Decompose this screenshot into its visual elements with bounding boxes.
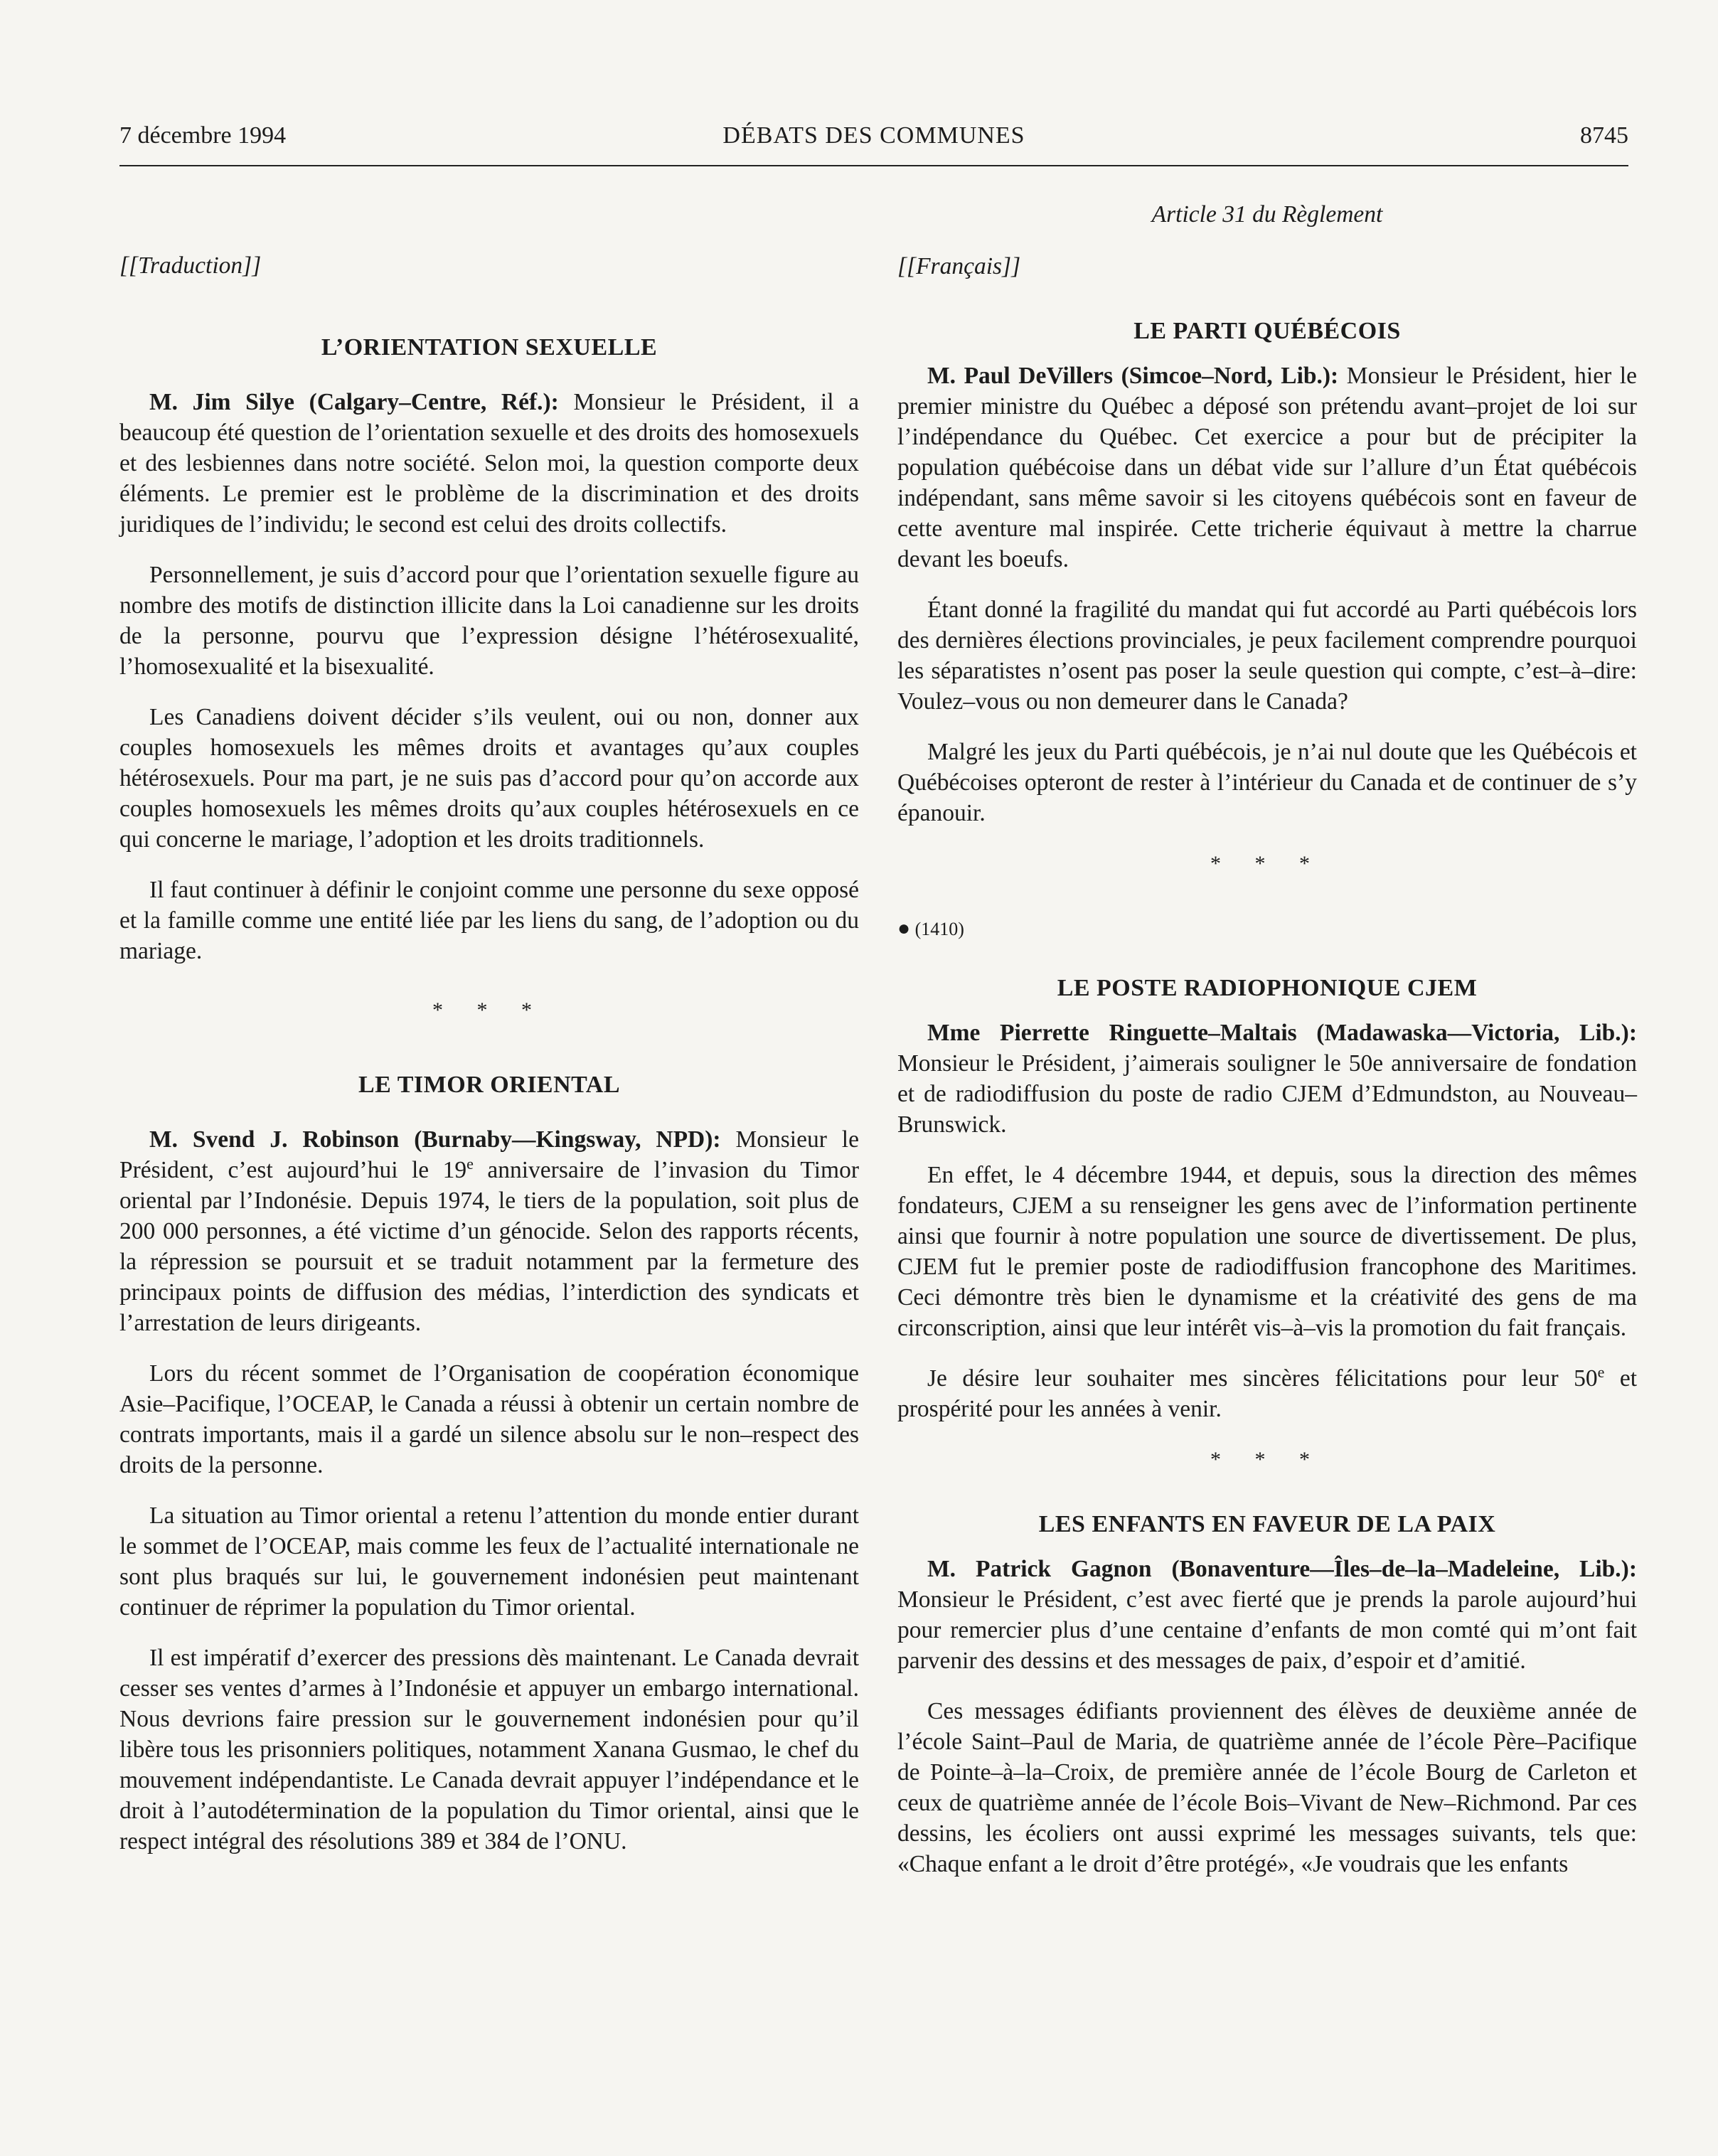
francais-label: [[Français]] [897, 253, 1021, 279]
ringuette-text-3b: et prospérité pour les années à venir. [897, 1365, 1637, 1422]
speaker-ringuette: Mme Pierrette Ringuette–Maltais (Madawaska—Victoria, Lib.): [927, 1020, 1637, 1046]
paragraph-robinson-4: Il est impératif d’exercer des pressions dès maintenant. Le Canada devrait cesser ses ventes d’armes à l’Indonésie et appuyer un embargo international. Nous devrions faire pression sur le gouvernement indonésien pour qu’il libère tous les prisonniers politiques, notamment Xanana Gusmao, le chef du mouvement indépendantiste. Le Canada devrait appuyer l’indépendance et le droit à l’autodétermination de la population du Timor oriental, ainsi que le respect intégral des résolutions 389 et 384 de l’ONU. [119, 1645, 859, 1855]
traduction-text: [Traduction] [129, 252, 252, 279]
paragraph-silye-3: Les Canadiens doivent décider s’ils veulent, oui ou non, donner aux couples homosexuels les mêmes droits et avantages qu’aux couples hétérosexuels. Pour ma part, je ne suis pas d’accord pour qu’on accorde aux couples homosexuels les mêmes droits qu’aux couples hétérosexuels en ce qui concerne le mariage, l’adoption et les droits traditionnels. [119, 704, 859, 853]
paragraph-gagnon-1 [897, 1554, 1637, 1676]
right-column [897, 192, 1637, 1899]
robinson-text-1b: anniversaire de l’invasion du Timor oriental par l’Indonésie. Depuis 1974, le tiers de la population, soit plus de 200 000 personnes, a été victime d’un génocide. Selon des rapports récents, la répression se poursuit et se traduit notamment par la fermeture des principaux points de diffusion des médias, l’interdiction des syndicats et l’arrestation de leurs dirigeants. [119, 1157, 859, 1336]
paragraph-robinson-2: Lors du récent sommet de l’Organisation de coopération économique Asie–Pacifique, l’OCEAP, le Canada a réussi à obtenir un certain nombre de contrats importants, mais il a gardé un silence absolu sur le non–respect des droits de la personne. [119, 1360, 859, 1478]
section-heading-cjem: LE POSTE RADIOPHONIQUE CJEM [1057, 975, 1478, 1001]
paragraph-ringuette-2: En effet, le 4 décembre 1944, et depuis, sous la direction des mêmes fondateurs, CJEM a su renseigner les gens avec de l’information pertinente ainsi que fournir à notre population une source de divertissement. De plus, CJEM fut le premier poste de radiodiffusion francophone des Maritimes. Ceci démontre très bien le dynamisme et la créativité des gens de ma circonscription, ainsi que leur intérêt vis–à–vis la promotion du fait français. [897, 1162, 1637, 1341]
section-separator: * * * [1210, 1448, 1324, 1471]
header-rule [119, 165, 1628, 166]
speaker-devillers: M. Paul DeVillers (Simcoe–Nord, Lib.): [927, 363, 1339, 389]
gagnon-text-1: Monsieur le Président, c’est avec fierté que je prends la parole aujourd’hui pour remercier plus d’une centaine d’enfants de mon comté qui m’ont fait parvenir des dessins et des messages de paix, d’espoir et d’amitié. [897, 1586, 1637, 1674]
section-heading-enfants: LES ENFANTS EN FAVEUR DE LA PAIX [1038, 1511, 1496, 1537]
header-page-number: 8745 [1580, 122, 1628, 149]
left-column [119, 192, 859, 1877]
paragraph-gagnon-2: Ces messages édifiants proviennent des élèves de deuxième année de l’école Saint–Paul de Maria, de quatrième année de l’école Père–Pacifique de Pointe–à–la–Croix, de première année de l’école Bourg de Carleton et ceux de quatrième année de l’école Bois–Vivant de New–Richmond. Par ces dessins, les écoliers ont aussi exprimé les messages suivants, tels que: «Chaque enfant a le droit d’être protégé», «Je voudrais que les enfants [897, 1698, 1637, 1877]
bullet-icon: ● [897, 917, 911, 940]
paragraph-devillers-2: Étant donné la fragilité du mandat qui fut accordé au Parti québécois lors des dernières élections provinciales, je peux facilement comprendre pourquoi les séparatistes n’osent pas poser la seule question qui compte, c’est–à–dire: Voulez–vous ou non demeurer dans le Canada? [897, 597, 1637, 715]
paragraph-silye-4: Il faut continuer à définir le conjoint comme une personne du sexe opposé et la famille comme une entité liée par les liens du sang, de l’adoption ou du mariage. [119, 877, 859, 964]
speaker-gagnon: M. Patrick Gagnon (Bonaventure—Îles–de–la–Madeleine, Lib.): [927, 1556, 1637, 1582]
devillers-text-1: Monsieur le Président, hier le premier ministre du Québec a déposé son prétendu avant–projet de loi sur l’indépendance du Québec. Cet exercice a pour but de précipiter la population québécoise dans un débat vide sur l’allure d’un État québécois indépendant, sans même savoir si les citoyens québécois sont en faveur de cette aventure mal inspirée. Cette tricherie équivaut à mettre la charrue devant les boeufs. [897, 363, 1637, 572]
speaker-robinson: M. Svend J. Robinson (Burnaby—Kingsway, NPD): [149, 1126, 721, 1153]
ringuette-text-1: Monsieur le Président, j’aimerais souligner le 50e anniversaire de fondation et de radiodiffusion du poste de radio CJEM d’Edmundston, au Nouveau–Brunswick. [897, 1050, 1637, 1138]
header-date: 7 décembre 1994 [119, 122, 287, 149]
section-heading-parti-quebecois: LE PARTI QUÉBÉCOIS [1133, 318, 1401, 344]
robinson-sup: e [466, 1154, 474, 1173]
paragraph-silye-2: Personnellement, je suis d’accord pour que l’orientation sexuelle figure au nombre des motifs de distinction illicite dans la Loi canadienne sur les droits de la personne, pourvu que l’expression désigne l’hétérosexualité, l’homosexualité et la bisexualité. [119, 562, 859, 680]
paragraph-devillers-1 [897, 361, 1637, 575]
ringuette-sup: e [1597, 1362, 1605, 1381]
section-separator: * * * [432, 998, 546, 1022]
paragraph-devillers-3: Malgré les jeux du Parti québécois, je n’ai nul doute que les Québécois et Québécoises opteront de rester à l’intérieur du Canada et de continuer de s’y épanouir. [897, 739, 1637, 826]
article-reference: Article 31 du Règlement [1151, 201, 1383, 228]
page-header [119, 122, 1628, 162]
traduction-label: [[Traduction]] [119, 252, 262, 279]
paragraph-silye-1 [119, 387, 859, 540]
francais-text: [Français] [907, 253, 1012, 279]
section-separator: * * * [1210, 852, 1324, 875]
ringuette-text-3a: Je désire leur souhaiter mes sincères félicitations pour leur 50 [927, 1365, 1598, 1392]
section-heading-timor: LE TIMOR ORIENTAL [358, 1072, 621, 1098]
silye-text-1: Monsieur le Président, il a beaucoup été question de l’orientation sexuelle et des droits des homosexuels et des lesbiennes dans notre société. Selon moi, la question comporte deux éléments. Le premier est le problème de la discrimination et des droits juridiques de l’individu; le second est celui des droits collectifs. [119, 389, 860, 538]
robinson-text-1a: Monsieur le Président, c’est aujourd’hui le 19 [119, 1126, 859, 1183]
paragraph-robinson-3: La situation au Timor oriental a retenu l’attention du monde entier durant le sommet de l’OCEAP, mais comme les feux de l’actualité internationale ne sont plus braqués sur lui, le gouvernement indonésien peut maintenant continuer de réprimer la population du Timor oriental. [119, 1503, 859, 1621]
time-marker [897, 913, 1637, 944]
header-title: DÉBATS DES COMMUNES [722, 122, 1025, 149]
section-heading-orientation: L’ORIENTATION SEXUELLE [321, 334, 658, 361]
speaker-silye: M. Jim Silye (Calgary–Centre, Réf.): [149, 389, 559, 415]
time-marker-text: (1410) [914, 919, 964, 939]
paragraph-ringuette-3 [897, 1363, 1637, 1424]
paragraph-ringuette-1 [897, 1018, 1637, 1140]
paragraph-robinson-1 [119, 1124, 859, 1338]
